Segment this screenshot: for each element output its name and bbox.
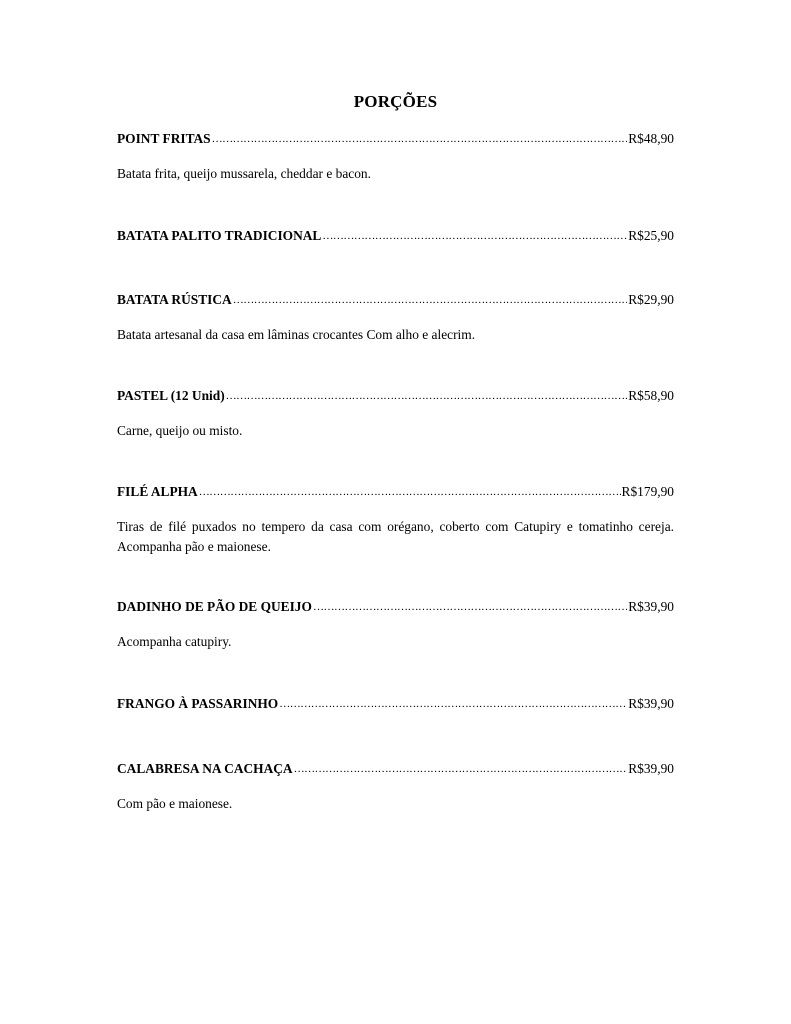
menu-item-file-alpha — [117, 483, 674, 557]
item-name: CALABRESA NA CACHAÇA — [117, 761, 293, 776]
item-description: Tiras de filé puxados no tempero da casa com orégano, coberto com Catupiry e tomatinho cereja. Acompanha pão e maionese. — [117, 519, 674, 554]
item-line — [117, 598, 674, 617]
item-name: PASTEL (12 Unid) — [117, 388, 225, 403]
item-name: FRANGO À PASSARINHO — [117, 696, 279, 711]
item-price: R$39,90 — [628, 761, 674, 776]
item-name: BATATA RÚSTICA — [117, 292, 232, 307]
item-name: FILÉ ALPHA — [117, 484, 198, 499]
menu-item-calabresa — [117, 760, 674, 814]
dot-leader — [313, 597, 627, 616]
dot-leader — [199, 482, 621, 501]
dot-leader — [226, 386, 628, 405]
menu-item-batata-palito — [117, 227, 674, 246]
dot-leader — [294, 759, 628, 778]
item-line — [117, 695, 674, 714]
dot-leader — [212, 129, 628, 148]
item-description: Batata frita, queijo mussarela, cheddar e bacon. — [117, 166, 371, 181]
item-price: R$58,90 — [628, 388, 674, 403]
item-line — [117, 227, 674, 246]
item-description: Com pão e maionese. — [117, 796, 233, 811]
item-name: BATATA PALITO TRADICIONAL — [117, 228, 322, 243]
item-price: R$179,90 — [621, 484, 674, 499]
dot-leader — [279, 694, 627, 713]
item-description: Carne, queijo ou misto. — [117, 423, 243, 438]
menu-item-batata-rustica — [117, 291, 674, 345]
item-name: DADINHO DE PÃO DE QUEIJO — [117, 599, 312, 614]
item-price: R$39,90 — [628, 599, 674, 614]
item-description: Acompanha catupiry. — [117, 634, 232, 649]
menu-item-frango — [117, 695, 674, 714]
item-description: Batata artesanal da casa em lâminas crocantes Com alho e alecrim. — [117, 327, 476, 342]
dot-leader — [233, 290, 628, 309]
item-price: R$29,90 — [628, 292, 674, 307]
dot-leader — [322, 226, 627, 245]
menu-item-dadinho — [117, 598, 674, 652]
item-line — [117, 483, 674, 502]
item-line — [117, 130, 674, 149]
menu-item-pastel — [117, 387, 674, 441]
page-title: PORÇÕES — [353, 92, 438, 111]
item-line — [117, 387, 674, 406]
item-price: R$48,90 — [628, 131, 674, 146]
item-line — [117, 760, 674, 779]
menu-item-point-fritas — [117, 130, 674, 184]
item-price: R$25,90 — [628, 228, 674, 243]
item-price: R$39,90 — [628, 696, 674, 711]
item-line — [117, 291, 674, 310]
item-name: POINT FRITAS — [117, 131, 211, 146]
